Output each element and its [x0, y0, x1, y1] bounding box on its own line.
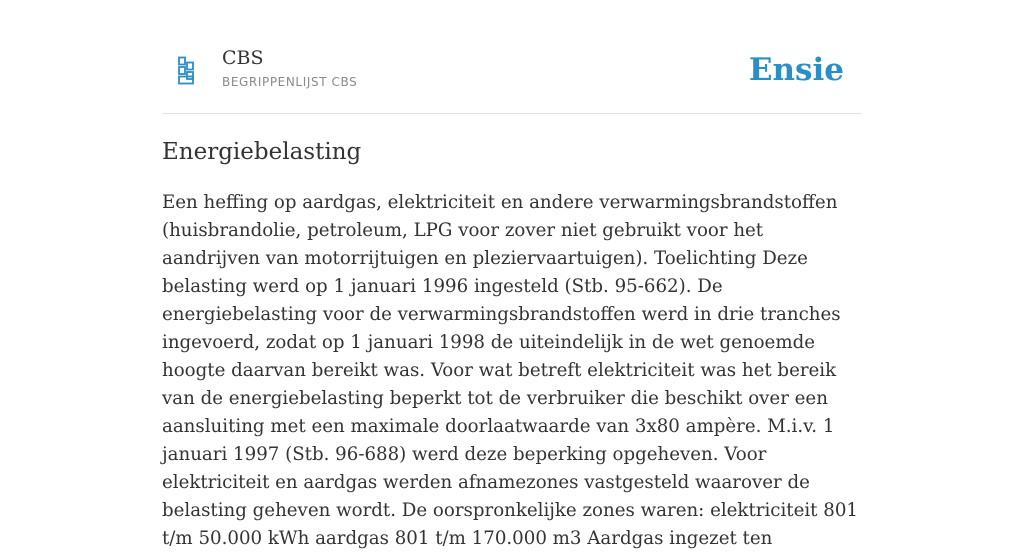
entry-header: [162, 40, 862, 114]
term-title: Energiebelasting: [162, 139, 362, 165]
cbs-logo-icon[interactable]: [176, 56, 196, 86]
brand-logo[interactable]: Ensie: [748, 52, 844, 88]
source-subtitle[interactable]: BEGRIPPENLIJST CBS: [222, 75, 358, 89]
term-definition: Een heffing op aardgas, elektriciteit en andere verwarmingsbrandstoffen (huisbrandolie, petroleum, LPG voor zover niet gebruikt voor het aandrijven van motorrijtuigen en pleziervaartuigen). Toelichting Deze belasting werd op 1 januari 1996 ingesteld (Stb. 95-662). De energiebelasting voor de verwarmingsbrandstoffen werd in drie tranches ingevoerd, zodat op 1 januari 1998 de uiteindelijk in de wet genoemde hoogte daarvan bereikt was. Voor wat betreft elektriciteit was het bereik van de energiebelasting beperkt tot de verbruiker die beschikt over een aansluiting met een maximale doorlaatwaarde van 3x80 ampère. M.i.v. 1 januari 1997 (Stb. 96-688) werd deze beperking opgeheven. Voor elektriciteit en aardgas werden afnamezones vastgesteld waarover de belasting geheven wordt. De oorspronkelijke zones waren: elektriciteit 801 t/m 50.000 kWh aardgas 801 t/m 170.000 m3 Aardgas ingezet ten: [162, 192, 858, 549]
page: [162, 0, 862, 549]
source-name[interactable]: CBS: [222, 47, 264, 69]
